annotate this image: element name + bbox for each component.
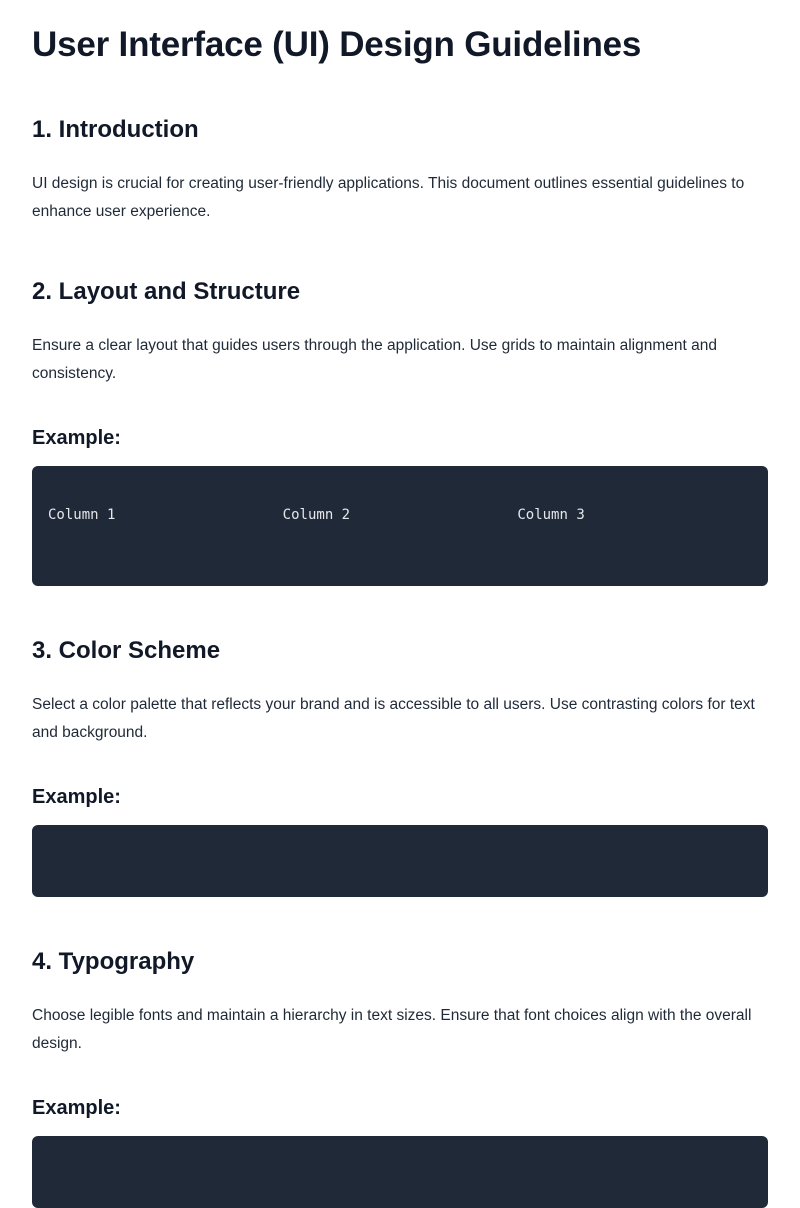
section-text-introduction: UI design is crucial for creating user-friendly applications. This document outlines essential guidelines to enhance user experience. <box>32 175 745 220</box>
page-title: User Interface (UI) Design Guidelines <box>32 25 642 64</box>
section-typography <box>32 946 768 1208</box>
example-column-2: Column 2 <box>282 507 351 523</box>
section-layout-structure <box>32 276 768 586</box>
section-text-layout: Ensure a clear layout that guides users through the application. Use grids to maintain alignment and consistency. <box>32 337 717 382</box>
example-code-block-layout <box>32 466 768 586</box>
example-label-color-scheme: Example: <box>32 786 121 808</box>
example-code-block-typography <box>32 1136 768 1208</box>
example-label-typography: Example: <box>32 1097 121 1119</box>
example-column-1: Column 1 <box>48 507 116 523</box>
section-heading-typography: 4. Typography <box>32 948 195 975</box>
example-column-3: Column 3 <box>517 507 585 523</box>
example-columns-row <box>32 466 768 524</box>
section-heading-layout: 2. Layout and Structure <box>32 278 301 305</box>
section-heading-introduction: 1. Introduction <box>32 116 199 143</box>
example-code-block-color-scheme <box>32 825 768 897</box>
section-introduction <box>32 114 768 226</box>
section-text-typography: Choose legible fonts and maintain a hierarchy in text sizes. Ensure that font choices align with the overall design. <box>32 1007 752 1052</box>
example-label-layout: Example: <box>32 427 121 449</box>
section-text-color-scheme: Select a color palette that reflects your brand and is accessible to all users. Use contrasting colors for text and background. <box>32 696 755 741</box>
section-color-scheme <box>32 635 768 897</box>
section-heading-color-scheme: 3. Color Scheme <box>32 637 221 664</box>
